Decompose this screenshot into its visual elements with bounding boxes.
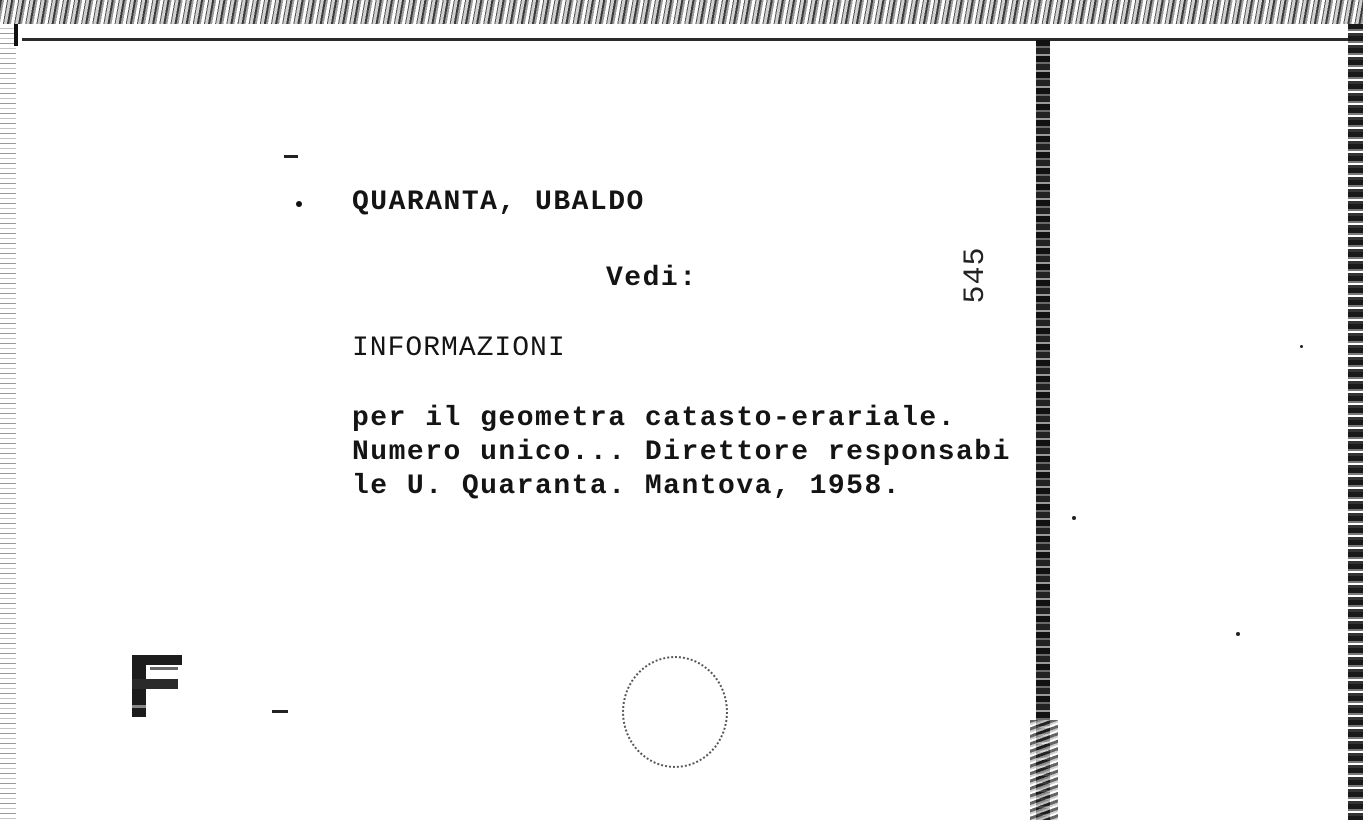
card-heading: QUARANTA, UBALDO bbox=[352, 187, 645, 218]
scan-speck bbox=[1300, 345, 1303, 348]
card-fold-line bbox=[1036, 40, 1050, 820]
letter-f-stamp-icon bbox=[132, 655, 182, 717]
see-label: Vedi: bbox=[606, 263, 698, 294]
punch-hole-circle-icon bbox=[622, 656, 728, 768]
bullet-dot bbox=[296, 201, 302, 207]
scan-speck bbox=[1072, 516, 1076, 520]
card-top-rule bbox=[22, 38, 1352, 41]
shelf-number: 545 bbox=[959, 246, 993, 304]
corner-mark bbox=[14, 24, 18, 46]
scan-mark bbox=[272, 710, 288, 713]
card-title: INFORMAZIONI bbox=[352, 333, 566, 364]
scan-speck bbox=[1236, 632, 1240, 636]
card-right-edge bbox=[1348, 24, 1363, 820]
card-left-edge bbox=[0, 24, 16, 820]
scan-top-border bbox=[0, 0, 1363, 24]
body-line: Numero unico... Direttore responsabi bbox=[352, 437, 1011, 468]
body-line: le U. Quaranta. Mantova, 1958. bbox=[352, 471, 902, 502]
scan-mark bbox=[284, 155, 298, 158]
card-fold-shadow bbox=[1030, 720, 1058, 820]
body-line: per il geometra catasto-erariale. bbox=[352, 403, 956, 434]
